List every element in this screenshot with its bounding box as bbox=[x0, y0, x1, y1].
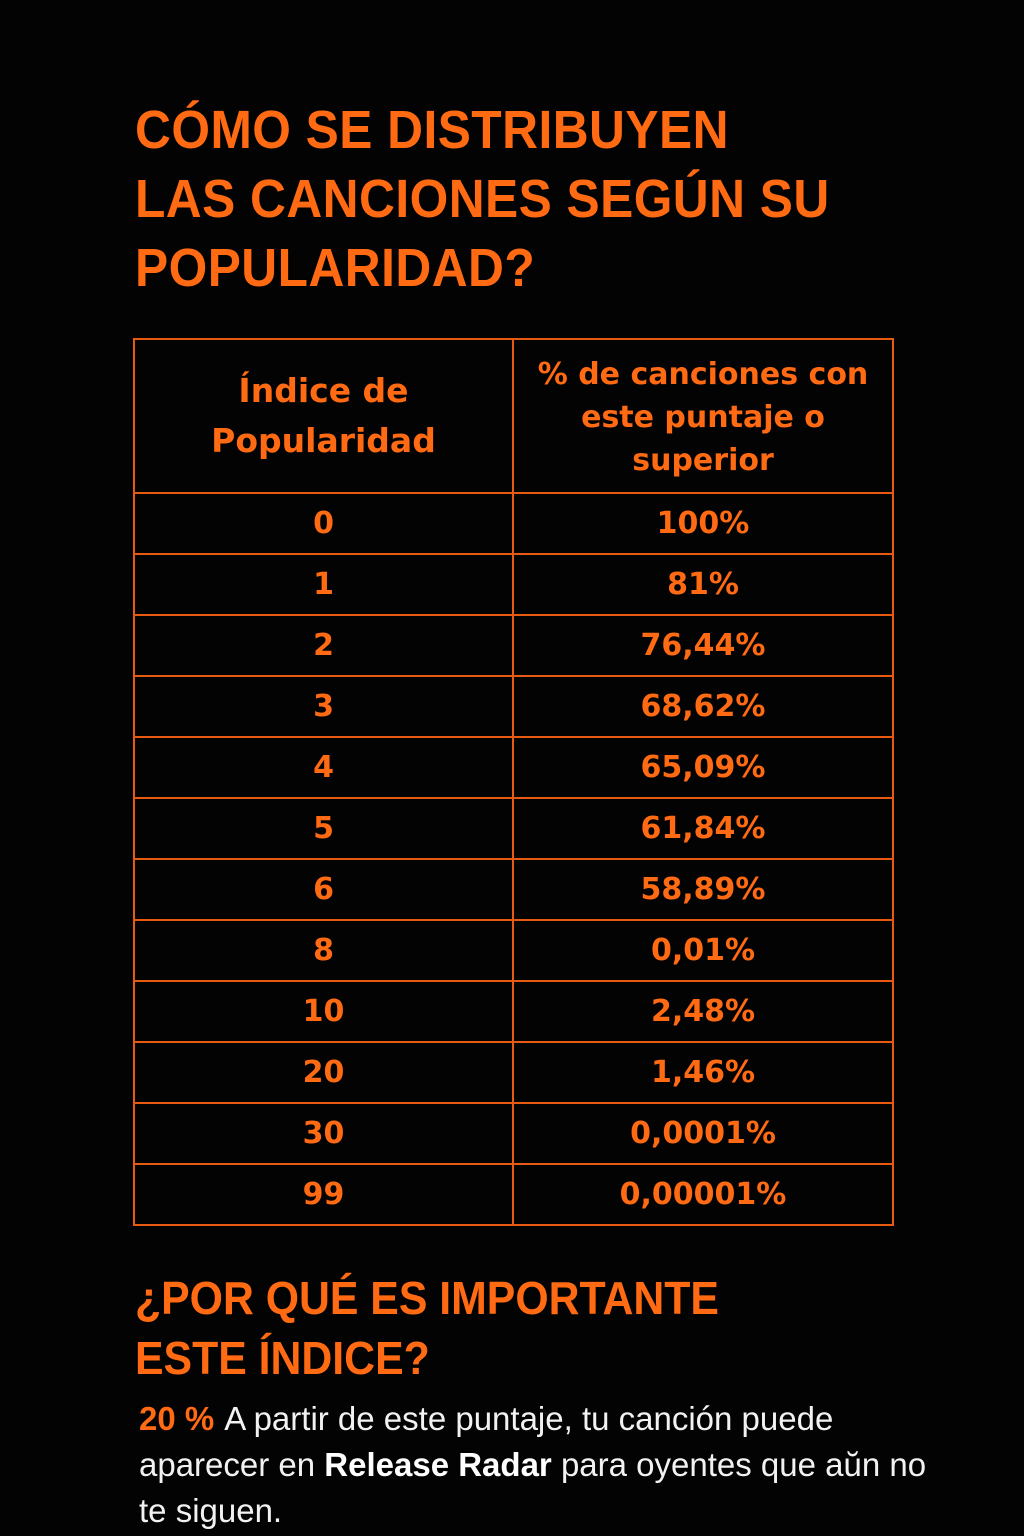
table-header-row bbox=[134, 339, 893, 493]
popularity-index-cell: 6 bbox=[134, 859, 513, 920]
popularity-index-cell: 4 bbox=[134, 737, 513, 798]
table-row bbox=[134, 615, 893, 676]
song-percent-cell: 61,84% bbox=[513, 798, 893, 859]
song-percent-cell: 76,44% bbox=[513, 615, 893, 676]
popularity-index-cell: 5 bbox=[134, 798, 513, 859]
table-row bbox=[134, 676, 893, 737]
song-percent-cell: 100% bbox=[513, 493, 893, 554]
release-radar-label: Release Radar bbox=[324, 1446, 552, 1483]
popularity-index-cell: 20 bbox=[134, 1042, 513, 1103]
table-row bbox=[134, 859, 893, 920]
song-percent-cell: 65,09% bbox=[513, 737, 893, 798]
table-row bbox=[134, 920, 893, 981]
popularity-index-cell: 3 bbox=[134, 676, 513, 737]
table-row bbox=[134, 981, 893, 1042]
song-percent-cell: 1,46% bbox=[513, 1042, 893, 1103]
table-row bbox=[134, 554, 893, 615]
popularity-index-cell: 1 bbox=[134, 554, 513, 615]
popularity-index-cell: 8 bbox=[134, 920, 513, 981]
table-row bbox=[134, 798, 893, 859]
highlight-percent: 20 % bbox=[139, 1400, 215, 1437]
page-title: CÓMO SE DISTRIBUYEN LAS CANCIONES SEGÚN SU POPULARIDAD? bbox=[135, 100, 830, 298]
popularity-index-cell: 2 bbox=[134, 615, 513, 676]
song-percent-cell: 58,89% bbox=[513, 859, 893, 920]
info-text-after: para oyentes que aŭn no te siguen. bbox=[139, 1446, 927, 1529]
song-percent-cell: 0,0001% bbox=[513, 1103, 893, 1164]
info-text-before: A partir de este puntaje, tu canción puede aparecer en bbox=[139, 1400, 834, 1483]
info-paragraph bbox=[139, 1396, 959, 1534]
table-row bbox=[134, 737, 893, 798]
song-percent-cell: 0,01% bbox=[513, 920, 893, 981]
popularity-index-cell: 99 bbox=[134, 1164, 513, 1225]
popularity-index-cell: 30 bbox=[134, 1103, 513, 1164]
table-row bbox=[134, 1103, 893, 1164]
popularity-table bbox=[133, 338, 894, 1226]
popularity-index-cell: 0 bbox=[134, 493, 513, 554]
song-percent-cell: 81% bbox=[513, 554, 893, 615]
table-body bbox=[134, 493, 893, 1225]
popularity-index-cell: 10 bbox=[134, 981, 513, 1042]
song-percent-cell: 68,62% bbox=[513, 676, 893, 737]
section-title: ¿POR QUÉ ES IMPORTANTE ESTE ÍNDICE? bbox=[135, 1272, 719, 1384]
table-row bbox=[134, 493, 893, 554]
column-header-index: Índice de Popularidad bbox=[134, 339, 513, 493]
table-row bbox=[134, 1042, 893, 1103]
column-header-percent: % de canciones con este puntaje o superior bbox=[513, 339, 893, 493]
song-percent-cell: 0,00001% bbox=[513, 1164, 893, 1225]
table-row bbox=[134, 1164, 893, 1225]
song-percent-cell: 2,48% bbox=[513, 981, 893, 1042]
